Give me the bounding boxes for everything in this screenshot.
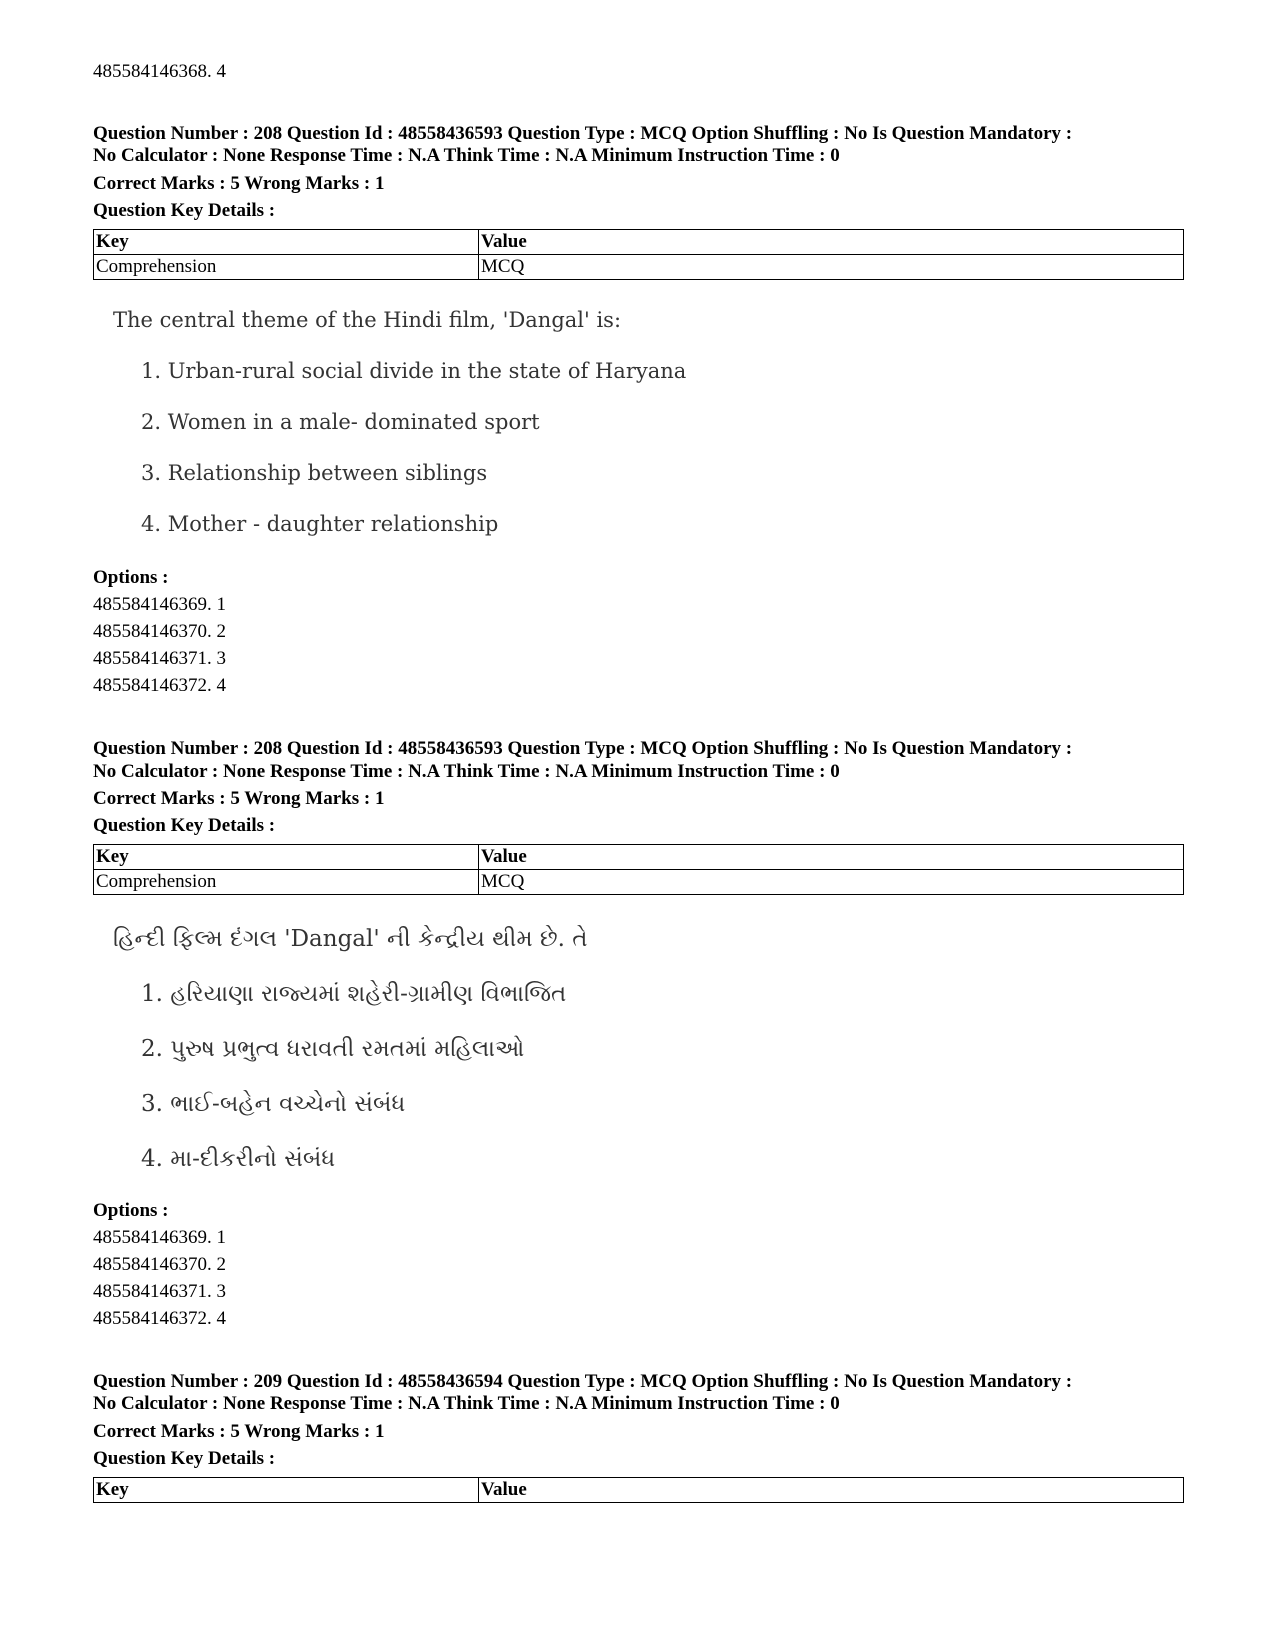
option-line: 485584146370. 2 — [93, 1254, 226, 1275]
choice-item: 1. Urban-rural social divide in the state of Haryana — [141, 359, 687, 383]
table-cell-key: Comprehension — [94, 870, 479, 895]
table-row — [94, 870, 1184, 895]
question-header-cont: No Calculator : None Response Time : N.A Think Time : N.A Minimum Instruction Time : 0 — [93, 145, 840, 166]
choice-item: 3. Relationship between siblings — [141, 461, 488, 485]
options-label: Options : — [93, 1200, 169, 1221]
table-cell-key: Comprehension — [94, 255, 479, 280]
table-cell-value: MCQ — [479, 255, 1184, 280]
table-header-key: Key — [94, 1478, 479, 1503]
options-label: Options : — [93, 567, 169, 588]
marks-line: Correct Marks : 5 Wrong Marks : 1 — [93, 788, 385, 809]
table-header-row — [94, 845, 1184, 870]
question-header-cont: No Calculator : None Response Time : N.A Think Time : N.A Minimum Instruction Time : 0 — [93, 1393, 840, 1414]
table-header-key: Key — [94, 230, 479, 255]
table-header-value: Value — [479, 1478, 1184, 1503]
key-details-label: Question Key Details : — [93, 815, 276, 836]
table-row — [94, 255, 1184, 280]
key-details-label: Question Key Details : — [93, 200, 276, 221]
option-line: 485584146369. 1 — [93, 594, 226, 615]
option-line: 485584146371. 3 — [93, 648, 226, 669]
option-line: 485584146371. 3 — [93, 1281, 226, 1302]
option-line: 485584146368. 4 — [93, 61, 226, 82]
question-header: Question Number : 208 Question Id : 48558436593 Question Type : MCQ Option Shuffling : No Is Question Mandatory : — [93, 738, 1073, 759]
option-line: 485584146369. 1 — [93, 1227, 226, 1248]
question-header: Question Number : 209 Question Id : 48558436594 Question Type : MCQ Option Shuffling : No Is Question Mandatory : — [93, 1371, 1073, 1392]
choice-item: 3. ભાઈ-બહેન વચ્ચેનો સંબંધ — [141, 1091, 406, 1117]
table-header-row — [94, 230, 1184, 255]
question-header: Question Number : 208 Question Id : 48558436593 Question Type : MCQ Option Shuffling : No Is Question Mandatory : — [93, 123, 1073, 144]
marks-line: Correct Marks : 5 Wrong Marks : 1 — [93, 1421, 385, 1442]
table-header-key: Key — [94, 845, 479, 870]
choice-item: 1. હરિયાણા રાજ્યમાં શહેરી-ગ્રામીણ વિભાજિત — [141, 981, 567, 1007]
table-header-value: Value — [479, 230, 1184, 255]
table-header-value: Value — [479, 845, 1184, 870]
key-details-label: Question Key Details : — [93, 1448, 276, 1469]
choice-item: 4. મા-દીકરીનો સંબંધ — [141, 1146, 336, 1172]
key-details-table — [93, 844, 1184, 895]
question-text: હિન્દી ફિલ્મ દંગલ 'Dangal' ની કેન્દ્રીય થીમ છે. તે — [113, 926, 588, 952]
question-header-cont: No Calculator : None Response Time : N.A Think Time : N.A Minimum Instruction Time : 0 — [93, 761, 840, 782]
table-cell-value: MCQ — [479, 870, 1184, 895]
key-details-table — [93, 1477, 1184, 1503]
marks-line: Correct Marks : 5 Wrong Marks : 1 — [93, 173, 385, 194]
choice-item: 4. Mother - daughter relationship — [141, 512, 499, 536]
option-line: 485584146372. 4 — [93, 1308, 226, 1329]
choice-item: 2. પુરુષ પ્રભુત્વ ધરાવતી રમતમાં મહિલાઓ — [141, 1036, 525, 1062]
question-text: The central theme of the Hindi film, 'Dangal' is: — [113, 308, 622, 332]
option-line: 485584146370. 2 — [93, 621, 226, 642]
choice-item: 2. Women in a male- dominated sport — [141, 410, 540, 434]
option-line: 485584146372. 4 — [93, 675, 226, 696]
key-details-table — [93, 229, 1184, 280]
table-header-row — [94, 1478, 1184, 1503]
